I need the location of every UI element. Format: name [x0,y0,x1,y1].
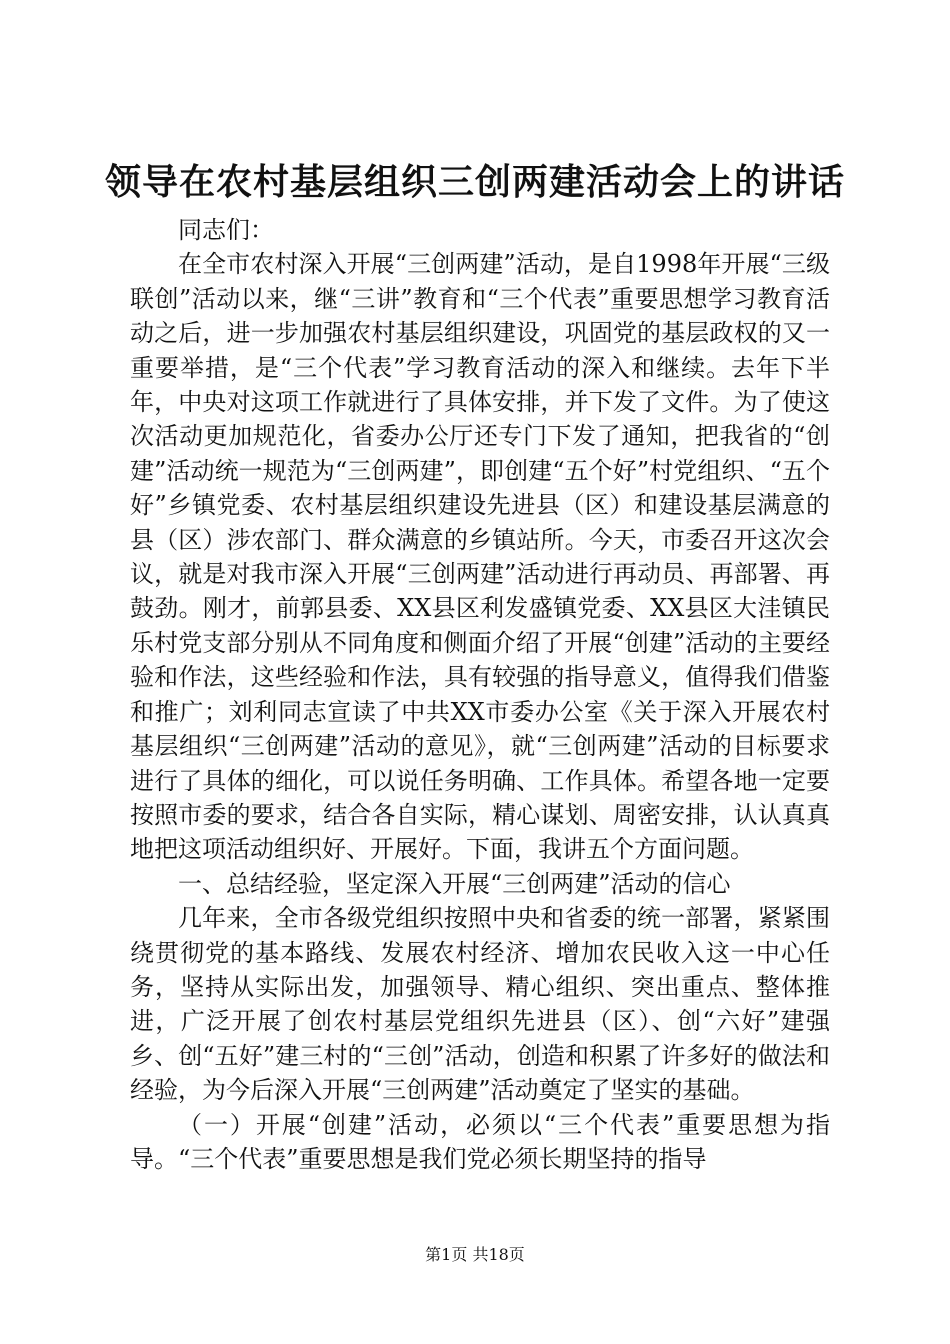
body-paragraph: 在全市农村深入开展“三创两建”活动，是自1998年开展“三级联创”活动以来，继“三讲”教育和“三个代表”重要思想学习教育活动之后，进一步加强农村基层组织建设，巩固党的基层政权的又一重要举措，是“三个代表”学习教育活动的深入和继续。去年下半年，中央对这项工作就进行了具体安排，并下发了文件。为了使这次活动更加规范化，省委办公厅还专门下发了通知，把我省的“创建”活动统一规范为“三创两建”，即创建“五个好”村党组织、“五个好”乡镇党委、农村基层组织建设先进县（区）和建设基层满意的县（区）涉农部门、群众满意的乡镇站所。今天，市委召开这次会议，就是对我市深入开展“三创两建”活动进行再动员、再部署、再鼓劲。刚才，前郭县委、XX县区利发盛镇党委、XX县区大洼镇民乐村党支部分别从不同角度和侧面介绍了开展“创建”活动的主要经验和作法，这些经验和作法，具有较强的指导意义，值得我们借鉴和推广；刘利同志宣读了中共XX市委办公室《关于深入开展农村基层组织“三创两建”活动的意见》，就“三创两建”活动的目标要求进行了具体的细化，可以说任务明确、工作具体。希望各地一定要按照市委的要求，结合各自实际，精心谋划、周密安排，认认真真地把这项活动组织好、开展好。下面，我讲五个方面问题。 [130,250,830,864]
salutation-paragraph: 同志们： [178,216,274,244]
body-paragraph: 几年来，全市各级党组织按照中央和省委的统一部署，紧紧围绕贯彻党的基本路线、发展农村经济、增加农民收入这一中心任务，坚持从实际出发，加强领导、精心组织、突出重点、整体推进，广泛开展了创农村基层党组织先进县（区）、创“六好”建强乡、创“五好”建三村的“三创”活动，创造和积累了许多好的做法和经验，为今后深入开展“三创两建”活动奠定了坚实的基础。 [130,904,830,1105]
page-number-footer: 第1页 共18页 [425,1245,525,1264]
document-title: 领导在农村基层组织三创两建活动会上的讲话 [104,161,845,203]
section-heading: 一、总结经验，坚定深入开展“三创两建”活动的信心 [178,869,731,898]
body-paragraph: （一）开展“创建”活动，必须以“三个代表”重要思想为指导。“三个代表”重要思想是我们党必须长期坚持的指导 [130,1110,830,1173]
document-body [130,213,830,1176]
